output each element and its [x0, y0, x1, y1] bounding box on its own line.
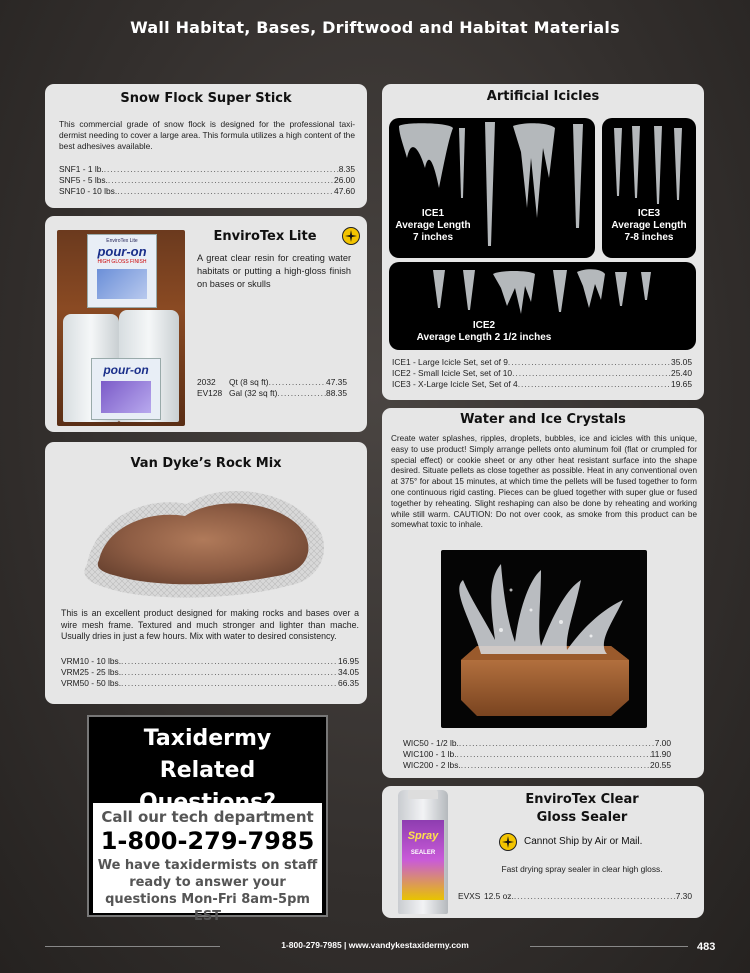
icicles-panel	[382, 84, 704, 400]
ice3-name: ICE3	[637, 208, 661, 219]
ice3-length-label: Average Length	[611, 220, 687, 231]
box-sub: HIGH GLOSS FINISH	[97, 259, 147, 265]
item-code: SNF10 - 10 lbs.	[59, 186, 118, 196]
snow-flock-description: This commercial grade of snow flock is designed for the professional taxi-dermist needing to cover a large area. This formula utilizes a high content of the best adhesives available.	[59, 119, 355, 151]
can-label	[402, 820, 444, 900]
price-row	[403, 760, 671, 771]
price-row	[61, 667, 359, 678]
envirotex-lite-panel	[45, 216, 367, 432]
price-row	[59, 164, 355, 175]
ad-line2: Related	[159, 758, 256, 783]
icicles-title: Artificial Icicles	[486, 89, 600, 104]
envirotex-lite-product-photo	[57, 230, 185, 426]
ice1-label	[393, 208, 473, 244]
gloss-sealer-price-list	[458, 891, 692, 902]
water-ice-price-list	[403, 738, 671, 771]
snow-flock-panel	[45, 84, 367, 208]
snow-flock-title: Snow Flock Super Stick	[120, 91, 292, 106]
ad-contact-box	[93, 803, 322, 924]
box-label: pour-on	[97, 244, 147, 259]
cannot-ship-notice: Cannot Ship by Air or Mail.	[524, 836, 643, 847]
item-code: WIC50 - 1/2 lb.	[403, 738, 459, 748]
item-price: 20.55	[650, 760, 671, 770]
envirotex-lite-description: A great clear resin for creating water habitats or putting a high-gloss finish on bases or skulls	[197, 253, 351, 289]
price-row	[197, 388, 347, 399]
item-code: VRM50 - 50 lbs.	[61, 678, 122, 688]
item-code: SNF5 - 5 lbs.	[59, 175, 108, 185]
gloss-sealer-can-photo	[398, 790, 448, 914]
ice1-name: ICE1	[421, 208, 445, 219]
item-price: 47.60	[334, 186, 355, 196]
ice1-length-label: Average Length	[395, 220, 471, 231]
price-row	[197, 377, 347, 388]
item-size: Qt (8 sq ft)	[229, 377, 269, 387]
ad-staff-line2: ready to answer your	[129, 875, 286, 890]
rock-mix-description: This is an excellent product designed for making rocks and bases over a wire mesh frame. Textured and much stronger and lighter than mache. Usually dries in just a few hours. Mix with water to desired consistency.	[61, 608, 359, 641]
ice2-photo	[389, 262, 696, 350]
gloss-sealer-title	[462, 791, 702, 827]
tech-support-ad	[87, 715, 328, 924]
ice2-label	[409, 320, 559, 344]
ad-call-text: Call our tech department	[101, 808, 314, 826]
envirotex-lite-title: EnviroTex Lite	[213, 229, 317, 244]
footer-rule-right	[530, 946, 688, 947]
ice2-length: Average Length 2 1/2 inches	[416, 332, 552, 343]
item-price: 26.00	[334, 175, 355, 185]
item-code: VRM10 - 10 lbs.	[61, 656, 122, 666]
item-code: ICE1 - Large Icicle Set, set of 9	[392, 357, 508, 367]
footer-contact: 1-800-279-7985 | www.vandykestaxidermy.com	[281, 940, 469, 950]
can-label-sub: SEALER	[410, 850, 436, 856]
item-size: Gal (32 sq ft)	[229, 388, 278, 398]
item-code: VRM25 - 25 lbs.	[61, 667, 122, 677]
gloss-sealer-description: Fast drying spray sealer in clear high gloss.	[501, 864, 663, 874]
price-row	[61, 678, 359, 689]
rock-mix-photo	[77, 476, 337, 606]
water-ice-description: Create water splashes, ripples, droplets, bubbles, ice and icicles with this unique, easy to use product! Simply arrange pellets onto aluminum foil (flat or crumpled for special effect) or cookie sheet or any other heat resistant surface into the shape desired. Situate pellets as close together as possible. Heat in any conventional oven at 375° for about 15 minutes, at which time the pellets will be fused together to form one continuous rigid casting. Pieces can be glued together with super glue or fused together by reheating. Slight reshaping can also be done by reheating and working while still warm. CAUTION: Do not over cook, as smoke from this product can be somewhat toxic to inhale.	[391, 434, 697, 530]
item-code: SNF1 - 1 lb.	[59, 164, 104, 174]
price-row	[61, 656, 359, 667]
ice3-label	[602, 208, 696, 244]
gloss-sealer-panel	[382, 786, 704, 918]
price-row	[392, 368, 692, 379]
price-row	[458, 891, 692, 902]
ad-staff-line1: We have taxidermists on staff	[97, 858, 318, 873]
price-row	[403, 738, 671, 749]
item-price: 88.35	[326, 388, 347, 398]
product-box	[87, 234, 157, 308]
can-label-brand: Spray	[407, 830, 439, 842]
item-code: ICE2 - Small Icicle Set, set of 10	[392, 368, 513, 378]
price-row	[392, 357, 692, 368]
item-code: EV128	[197, 388, 223, 398]
item-size: 12.5 oz.	[484, 891, 514, 901]
ice1-photo	[389, 118, 595, 258]
ad-phone[interactable]: 1-800-279-7985	[100, 827, 315, 855]
page-title: Wall Habitat, Bases, Driftwood and Habitat Materials	[130, 18, 620, 37]
rock-mix-title: Van Dyke’s Rock Mix	[130, 456, 282, 471]
price-row	[392, 379, 692, 390]
box-brand: EnviroTex Lite	[106, 238, 138, 244]
item-price: 7.00	[654, 738, 671, 748]
ice2-name: ICE2	[472, 320, 496, 331]
item-price: 19.65	[671, 379, 692, 389]
footer-rule-left	[45, 946, 220, 947]
icicles-price-list	[392, 357, 692, 390]
item-price: 25.40	[671, 368, 692, 378]
no-air-shipping-icon	[342, 227, 360, 245]
ad-line1: Taxidermy	[143, 726, 272, 751]
gloss-sealer-title-line2: Gloss Sealer	[536, 810, 628, 825]
item-code: ICE3 - X-Large Icicle Set, Set of 4	[392, 379, 518, 389]
water-ice-photo	[441, 550, 647, 728]
rock-mix-panel	[45, 442, 367, 704]
item-price: 47.35	[326, 377, 347, 387]
item-price: 16.95	[338, 656, 359, 666]
item-code: WIC200 - 2 lbs.	[403, 760, 461, 770]
box-front-label: pour-on	[103, 363, 149, 377]
price-row	[59, 186, 355, 197]
snow-flock-price-list	[59, 164, 355, 197]
item-price: 35.05	[671, 357, 692, 367]
envirotex-lite-price-list	[197, 377, 347, 399]
water-ice-title: Water and Ice Crystals	[460, 412, 626, 427]
item-price: 11.90	[650, 749, 671, 759]
ice3-length-value: 7-8 inches	[624, 232, 674, 243]
rock-mix-price-list	[61, 656, 359, 689]
ad-staff-line3: questions Mon-Fri 8am-5pm EST	[105, 892, 310, 924]
item-price: 34.05	[338, 667, 359, 677]
item-code: EVXS	[458, 891, 481, 901]
ice3-photo	[602, 118, 696, 258]
item-code: WIC100 - 1 lb.	[403, 749, 457, 759]
gloss-sealer-title-line1: EnviroTex Clear	[525, 792, 639, 807]
item-price: 8.35	[338, 164, 355, 174]
water-ice-panel	[382, 408, 704, 778]
price-row	[59, 175, 355, 186]
product-box-front	[91, 358, 161, 420]
item-price: 7.30	[675, 891, 692, 901]
ice1-length-value: 7 inches	[412, 232, 454, 243]
page-number: 483	[697, 941, 716, 953]
item-price: 66.35	[338, 678, 359, 688]
no-air-shipping-icon	[499, 833, 517, 851]
price-row	[403, 749, 671, 760]
item-code: 2032	[197, 377, 216, 387]
